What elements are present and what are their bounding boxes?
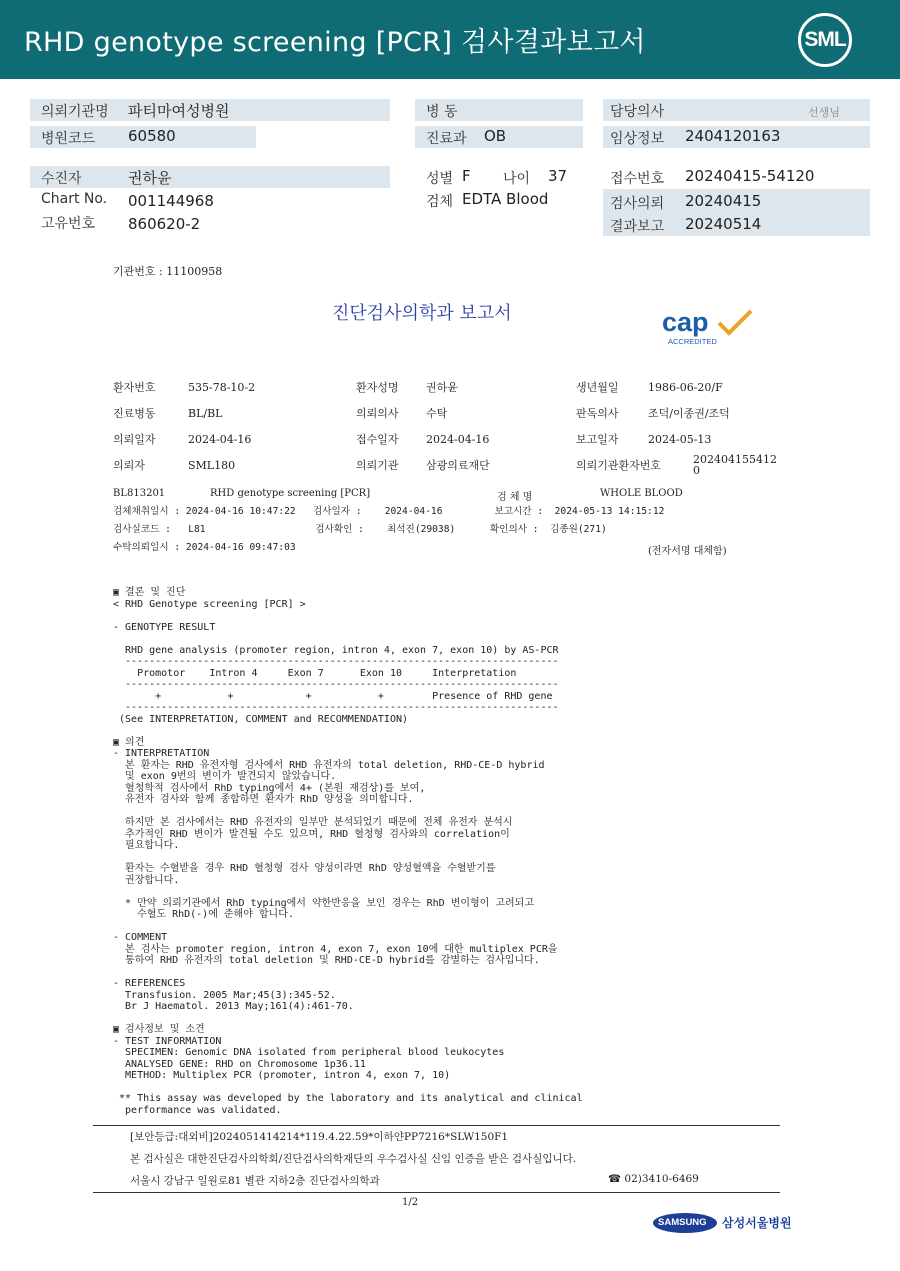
report-field-value: 535-78-10-2	[188, 381, 256, 394]
report-field-value: 1986-06-20/F	[648, 381, 723, 394]
phone-line: ☎ 02)3410-6469	[608, 1173, 699, 1185]
dept-value: OB	[484, 127, 507, 145]
chart-value: 001144968	[128, 192, 214, 210]
report-body: ▣ 결론 및 진단 < RHD Genotype screening [PCR] > - GENOTYPE RESULT RHD gene analysis (promoter region, intron 4, exon 7, exon 10) by AS-PCR ------------------------------------------------------------------------ Promotor Intron 4 Exon 7 Exon 10 Interpretation ------------------------------------------------------------------------ + + + + Presence of RHD gene ------------------------------------------------------------------------ (See INTERPRETATION, COMMENT and RECOMMENDATION) ▣ 의견 - INTERPRETATION 본 환자는 RHD 유전자형 검사에서 RHD 유전자의 total deletion, RHD-CE-D hybrid 및 exon 9번의 변이가 발견되지 않았습니다. 혈청학적 검사에서 RhD typing에서 4+ (본원 재검상)를 보여, 유전자 검사와 함께 종합하면 환자가 RhD 양성을 의미합니다. 하지만 본 검사에서는 RHD 유전자의 일부만 분석되었기 때문에 전체 유전자 분석시 추가적인 RHD 변이가 발견될 수도 있으며, RHD 혈청형 검사와의 correlation이 필요합니다. 환자는 수혈받을 경우 RHD 혈청형 검사 양성이라면 RhD 양성혈액을 수혈받기를 권장합니다. * 만약 의뢰기관에서 RhD typing에서 약한반응을 보인 경우는 RhD 변이형이 고려되고 수혈도 RhD(-)에 준해야 합니다. - COMMENT 본 검사는 promoter region, intron 4, exon 7, exon 10에 대한 multiplex PCR을 통하여 RHD 유전자의 total deletion 및 RHD-CE-D hybrid를 감별하는 검사입니다. - REFERENCES Transfusion. 2005 Mar;45(3):345-52. Br J Haematol. 2013 May;161(4):461-70. ▣ 검사정보 및 소견 - TEST INFORMATION SPECIMEN: Genomic DNA isolated from peripheral blood leukocytes ANALYSED GENE: RHD on Chromosome 1p36.11 METHOD: Multiplex PCR (promoter, intron 4, exon 7, 10) ** This assay was developed by the laboratory and its analytical and clinical performance was validated.	[113, 587, 583, 1116]
report-field-label: 환자번호	[113, 381, 156, 394]
specimen-value: EDTA Blood	[462, 190, 549, 208]
doctor-label: 담당의사	[610, 104, 665, 120]
samsung-logo-text: SAMSUNG	[658, 1217, 707, 1228]
esign-note: (전자서명 대체함)	[648, 546, 727, 557]
request-time-line: 수탁의뢰일시 : 2024-04-16 09:47:03	[113, 542, 296, 553]
patient-bar	[30, 166, 390, 188]
report-field-label: 의뢰의사	[356, 407, 399, 420]
chart-label: Chart No.	[41, 191, 108, 207]
age-value: 37	[548, 167, 568, 185]
footer-divider-bottom	[93, 1192, 780, 1193]
footer-divider-top	[93, 1125, 780, 1126]
patient-label: 수진자	[41, 171, 82, 187]
receipt-value: 20240415-54120	[685, 167, 815, 185]
sex-label: 성별	[426, 171, 454, 187]
age-label: 나이	[503, 171, 531, 187]
hospital-name: 삼성서울병원	[722, 1216, 792, 1230]
report-field-label: 의뢰기관	[356, 459, 399, 472]
specimen-name-label: 검 체 명	[497, 492, 533, 503]
report-field-value: 2024-05-13	[648, 433, 712, 446]
report-field-label: 접수일자	[356, 433, 399, 446]
test-name: RHD genotype screening [PCR]	[210, 488, 371, 499]
id-value: 860620-2	[128, 215, 201, 233]
patient-value: 권하윤	[128, 169, 172, 187]
report-field-label: 의뢰자	[113, 459, 145, 472]
page-number: 1/2	[402, 1197, 419, 1208]
org-number: 기관번호 : 11100958	[113, 265, 223, 278]
report-field-value: BL/BL	[188, 407, 223, 420]
cap-accredited-logo	[660, 307, 760, 347]
report-field-value: 2024-04-16	[188, 433, 252, 446]
specimen-label: 검체	[426, 194, 454, 210]
clinical-label: 임상정보	[610, 131, 665, 147]
request-value: 20240415	[685, 192, 762, 210]
receipt-label: 접수번호	[610, 171, 665, 187]
ward-label: 병 동	[426, 104, 458, 120]
page-title: RHD genotype screening [PCR] 검사결과보고서	[24, 27, 646, 58]
report-field-label: 보고일자	[576, 433, 619, 446]
institution-value: 파티마여성병원	[128, 102, 230, 120]
lab-code-line: 검사실코드 : L81 검사확인 : 최석진(29038) 확인의사 : 김종원(271)	[113, 524, 607, 535]
dept-label: 진료과	[426, 131, 467, 147]
cap-logo-subtext: ACCREDITED	[668, 337, 717, 346]
page-header	[0, 0, 900, 79]
sex-value: F	[462, 167, 471, 185]
report-field-value: 수탁	[426, 407, 448, 420]
report-label: 결과보고	[610, 219, 665, 235]
checkmark-icon	[715, 307, 755, 337]
hospital-code-value: 60580	[128, 127, 176, 145]
report-field-label: 의뢰기관환자번호	[576, 459, 662, 472]
report-field-label: 판독의사	[576, 407, 619, 420]
request-label: 검사의뢰	[610, 196, 665, 212]
doctor-suffix: 선생님	[808, 106, 840, 119]
report-field-value: 권하윤	[426, 381, 458, 394]
accreditation-line: 본 검사실은 대한진단검사의학회/진단검사의학재단의 우수검사실 신임 인증을 받은 검사실입니다.	[130, 1153, 577, 1165]
collection-line: 검체채취일시 : 2024-04-16 10:47:22 검사일자 : 2024-04-16 보고시간 : 2024-05-13 14:15:12	[113, 506, 665, 517]
report-field-value: SML180	[188, 459, 236, 472]
id-label: 고유번호	[41, 216, 96, 232]
specimen-name: WHOLE BLOOD	[600, 488, 683, 499]
clinical-value: 2404120163	[685, 127, 781, 145]
report-field-label: 의뢰일자	[113, 433, 156, 446]
institution-label: 의뢰기관명	[41, 104, 109, 120]
report-title: 진단검사의학과 보고서	[332, 303, 512, 324]
report-value: 20240514	[685, 215, 762, 233]
test-code: BL813201	[113, 488, 166, 499]
report-field-value: 삼광의료재단	[426, 459, 490, 472]
report-field-label: 생년월일	[576, 381, 619, 394]
hospital-code-label: 병원코드	[41, 131, 96, 147]
samsung-logo	[653, 1213, 717, 1233]
report-field-value: 조덕/이종권/조덕	[648, 407, 730, 420]
report-field-label: 진료병동	[113, 407, 156, 420]
security-line: [보안등급:대외비]2024051414214*119.4.22.59*이하얀PP7216*SLW150F1	[130, 1131, 509, 1143]
address-line: 서울시 강남구 일원로81 별관 지하2층 진단검사의학과	[130, 1175, 380, 1187]
report-field-label: 환자성명	[356, 381, 399, 394]
cap-logo-text: cap	[662, 307, 709, 337]
sml-logo: SML	[798, 13, 852, 67]
report-field-value: 2024-04-16	[426, 433, 490, 446]
report-field-value: 202404155412 0	[693, 453, 777, 477]
